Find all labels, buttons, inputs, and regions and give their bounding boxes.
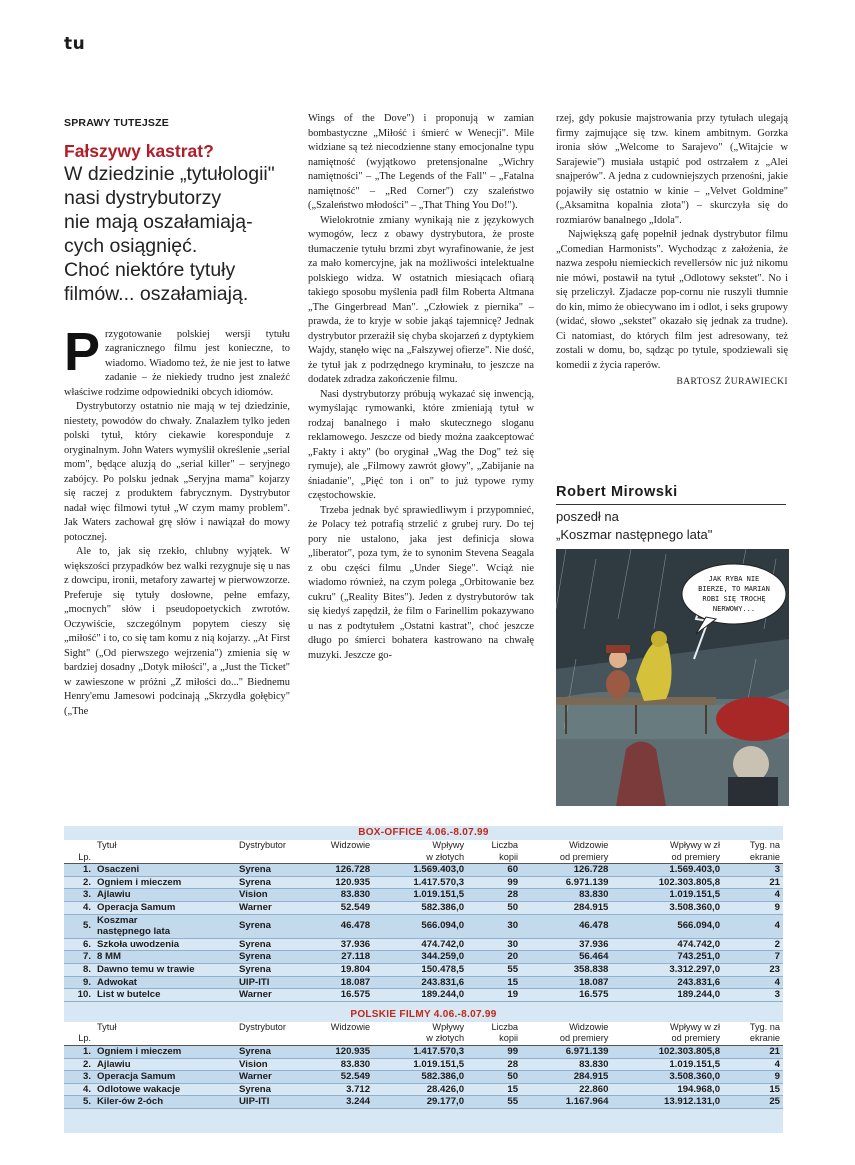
cell-distributor: Vision <box>236 889 298 902</box>
cell-revenue-premiere: 743.251,0 <box>611 951 723 964</box>
cell-revenue-premiere: 1.019.151,5 <box>611 1058 723 1071</box>
cell-revenue: 566.094,0 <box>373 914 467 938</box>
table-row <box>64 889 783 902</box>
cell-revenue-premiere: 3.508.360,0 <box>611 1071 723 1084</box>
article-paragraph <box>64 321 290 401</box>
cell-weeks: 4 <box>723 976 783 989</box>
cell-revenue-premiere: 3.508.360,0 <box>611 901 723 914</box>
table-row <box>64 951 783 964</box>
table-row <box>64 1045 783 1058</box>
cell-weeks: 9 <box>723 1071 783 1084</box>
cell-viewers-premiere: 284.915 <box>521 1071 611 1084</box>
cell-lp: 5. <box>64 1096 94 1109</box>
cartoon-illustration <box>556 549 789 806</box>
article-paragraph: Największą gafę popełnił jednak dystrybutor filmu „Comedian Harmonists". Wychodząc z założenia, że nazwa zespołu niemieckich revellersów nic już nikomu nie mówi, postawił na tytuł „Odlotowy sekstet". No i się przeliczył. Zjadacze pop-cornu nie ruszyli tłumnie do kin, mimo że obiecywano im i odlot, i seks grupowy (widać, słowo „sekstet" okazało się jednak za trudne). Ci natomiast, do których film jest adresowany, też zostali w domu, bo, sądząc po tytule, spodziewali się komedii z życia raperów. <box>556 229 788 371</box>
table-row <box>64 876 783 889</box>
cell-distributor: UIP-ITI <box>236 976 298 989</box>
col-header-revenue: Wpływy <box>373 840 467 852</box>
cell-copies: 55 <box>467 1096 521 1109</box>
cell-viewers: 19.804 <box>298 963 373 976</box>
paragraph-text: rzygotowanie polskiej wersji tytułu zagranicznego filmu jest konieczne, to wiadomo. Wiadomo też, że nie jest to łatwe zadanie – że niekiedy trudno jest znaleźć właściwe rodzime odpowiedniki obcych idiomów. <box>64 328 290 398</box>
cell-viewers-premiere: 358.838 <box>521 963 611 976</box>
cartoon-bubble-line: JAK RYBA NIE <box>708 575 760 583</box>
table-row <box>64 1096 783 1109</box>
cell-lp: 2. <box>64 1058 94 1071</box>
cell-viewers: 83.830 <box>298 1058 373 1071</box>
col-header-viewers-premiere-sub: od premiery <box>521 1033 611 1045</box>
cell-viewers-premiere: 6.971.139 <box>521 876 611 889</box>
cell-viewers: 18.087 <box>298 976 373 989</box>
cell-weeks: 4 <box>723 889 783 902</box>
cell-distributor: Syrena <box>236 938 298 951</box>
cartoon-bubble-line: NERWOWY... <box>712 605 756 613</box>
cell-viewers: 3.712 <box>298 1083 373 1096</box>
cell-weeks: 3 <box>723 864 783 877</box>
cell-viewers: 83.830 <box>298 889 373 902</box>
col-header-revenue-premiere: Wpływy w zł <box>611 1022 723 1034</box>
col-header-viewers-premiere: Widzowie <box>521 1022 611 1034</box>
cell-lp: 8. <box>64 963 94 976</box>
cell-viewers: 52.549 <box>298 1071 373 1084</box>
cell-distributor: UIP-ITI <box>236 1096 298 1109</box>
cell-viewers-premiere: 46.478 <box>521 914 611 938</box>
cartoon-drawing <box>556 549 789 806</box>
cell-title: Ajlawiu <box>94 889 236 902</box>
cell-title: Adwokat <box>94 976 236 989</box>
cell-distributor: Syrena <box>236 914 298 938</box>
cell-viewers-premiere: 284.915 <box>521 901 611 914</box>
table-row <box>64 1058 783 1071</box>
col-header-viewers: Widzowie <box>298 1022 373 1034</box>
cell-revenue: 582.386,0 <box>373 901 467 914</box>
cell-weeks: 4 <box>723 1058 783 1071</box>
cell-viewers: 120.935 <box>298 876 373 889</box>
article-kicker: SPRAWY TUTEJSZE <box>64 117 169 129</box>
cell-viewers-premiere: 16.575 <box>521 989 611 1002</box>
cell-lp: 6. <box>64 938 94 951</box>
cell-viewers: 37.936 <box>298 938 373 951</box>
col-header-lp: Lp. <box>64 1033 94 1045</box>
cell-revenue: 474.742,0 <box>373 938 467 951</box>
box-office-table <box>64 826 783 1002</box>
cell-distributor: Syrena <box>236 951 298 964</box>
cell-distributor: Syrena <box>236 963 298 976</box>
cell-lp: 3. <box>64 889 94 902</box>
cell-copies: 15 <box>467 1083 521 1096</box>
cell-lp: 10. <box>64 989 94 1002</box>
cell-lp: 4. <box>64 901 94 914</box>
cell-viewers-premiere: 83.830 <box>521 889 611 902</box>
table-title: POLSKIE FILMY 4.06.-8.07.99 <box>350 1008 497 1020</box>
cell-revenue-premiere: 474.742,0 <box>611 938 723 951</box>
cell-title: Ogniem i mieczem <box>94 876 236 889</box>
cell-viewers: 16.575 <box>298 989 373 1002</box>
cell-title: 8 MM <box>94 951 236 964</box>
col-header-copies-sub: kopii <box>467 852 521 864</box>
cell-lp: 5. <box>64 914 94 938</box>
cell-title: Szkoła uwodzenia <box>94 938 236 951</box>
table-row <box>64 963 783 976</box>
article-column-2 <box>308 112 534 663</box>
cell-revenue-premiere: 3.312.297,0 <box>611 963 723 976</box>
sidebar-name: Robert Mirowski <box>556 484 786 505</box>
col-header-revenue-premiere-sub: od premiery <box>611 852 723 864</box>
cell-revenue-premiere: 194.968,0 <box>611 1083 723 1096</box>
cell-revenue: 1.417.570,3 <box>373 1045 467 1058</box>
author-signature: BARTOSZ ŻURAWIECKI <box>676 377 788 387</box>
cell-viewers: 46.478 <box>298 914 373 938</box>
cell-revenue: 344.259,0 <box>373 951 467 964</box>
cell-lp: 1. <box>64 1045 94 1058</box>
col-header-copies: Liczba <box>467 840 521 852</box>
cell-title: Kiler-ów 2-óch <box>94 1096 236 1109</box>
cell-weeks: 3 <box>723 989 783 1002</box>
cell-revenue-premiere: 243.831,6 <box>611 976 723 989</box>
cell-distributor: Syrena <box>236 1045 298 1058</box>
cell-revenue-premiere: 13.912.131,0 <box>611 1096 723 1109</box>
article-paragraph: Nasi dystrybutorzy próbują wykazać się inwencją, wymyślając rymowanki, które zmieniają tytuł w rodzaj banalnego i mało skutecznego sloganu reklamowego. Jeszcze od biedy można zaakceptować „Fakty i akty" (bo oryginał „Wag the Dog" też się rymuje), ale „Filmowy zawrót głowy", „Zabijanie na śniadanie", „Pięć ton i on" to już typowe rymy częstochowskie. <box>308 388 534 501</box>
cell-copies: 28 <box>467 1058 521 1071</box>
cell-title: Osaczeni <box>94 864 236 877</box>
table-title: BOX-OFFICE 4.06.-8.07.99 <box>358 827 489 839</box>
cell-viewers-premiere: 1.167.964 <box>521 1096 611 1109</box>
cell-revenue-premiere: 1.019.151,5 <box>611 889 723 902</box>
table-row <box>64 938 783 951</box>
cell-copies: 19 <box>467 989 521 1002</box>
col-header-copies-sub: kopii <box>467 1033 521 1045</box>
table-row <box>64 1071 783 1084</box>
col-header-weeks-sub: ekranie <box>723 1033 783 1045</box>
cell-title: Koszmar następnego lata <box>94 914 236 938</box>
cell-copies: 28 <box>467 889 521 902</box>
polish-films-table <box>64 1008 783 1109</box>
cell-copies: 60 <box>467 864 521 877</box>
cell-lp: 1. <box>64 864 94 877</box>
cell-distributor: Vision <box>236 1058 298 1071</box>
cell-title: Dawno temu w trawie <box>94 963 236 976</box>
cell-revenue: 1.019.151,5 <box>373 1058 467 1071</box>
cell-weeks: 25 <box>723 1096 783 1109</box>
col-header-weeks: Tyg. na <box>723 840 783 852</box>
article-title: Fałszywy kastrat? <box>64 140 214 161</box>
article-column-3 <box>556 112 788 390</box>
cell-copies: 20 <box>467 951 521 964</box>
cell-lp: 9. <box>64 976 94 989</box>
table-row <box>64 1083 783 1096</box>
cell-revenue: 29.177,0 <box>373 1096 467 1109</box>
article-column-1 <box>64 112 290 719</box>
cell-title: List w butelce <box>94 989 236 1002</box>
table-row <box>64 989 783 1002</box>
col-header-revenue-sub: w złotych <box>373 852 467 864</box>
cell-revenue: 1.417.570,3 <box>373 876 467 889</box>
cell-copies: 15 <box>467 976 521 989</box>
col-header-distributor: Dystrybutor <box>236 1022 298 1034</box>
cell-revenue: 1.569.403,0 <box>373 864 467 877</box>
cell-copies: 30 <box>467 938 521 951</box>
cell-copies: 50 <box>467 901 521 914</box>
cell-distributor: Syrena <box>236 864 298 877</box>
lead-line: Choć niektóre tytuły <box>64 258 236 281</box>
cell-weeks: 7 <box>723 951 783 964</box>
col-header-revenue-sub: w złotych <box>373 1033 467 1045</box>
cell-revenue: 28.426,0 <box>373 1083 467 1096</box>
cell-distributor: Warner <box>236 989 298 1002</box>
article-paragraph: Wings of the Dove") i proponują w zamian bombastyczne „Miłość i śmierć w Wenecji". Mile widziane są też niecodzienne stany emocjonalne typu namiętność (wyjątkowo pretensjonalne „Wichry namiętności" – „The Legends of the Fall" – „Fatalna namiętność" – „Red Corner") czy szaleństwo („Szaleństwo młodości" – „That Thing You Do!"). <box>308 113 534 211</box>
table-row <box>64 914 783 938</box>
lead-line: nasi dystrybutorzy <box>64 186 222 209</box>
table-row <box>64 901 783 914</box>
lead-line: filmów... oszałamiają. <box>64 282 249 305</box>
col-header-title: Tytuł <box>94 1022 236 1034</box>
cell-viewers-premiere: 56.464 <box>521 951 611 964</box>
cell-title: Ajlawiu <box>94 1058 236 1071</box>
article-paragraph: Trzeba jednak być sprawiedliwym i przypomnieć, że Polacy też potrafią strzelić z grubej rury. Do tej pory nie ustalono, jaka jest definicja słowa „liberator", poza tym, że to synonim Stevena Seagala z obu części filmu „Under Siege". Wciąż nie wiadomo również, na czym polega „Orbitowanie bez cukru" („Reality Bites"). Jeden z dystrybutorów tak się kiedyś zapędził, że film o Farinellim pokazywano u nas z podtytułem „Ostatni kastrat", choć jeszcze długo po śmierci bohatera kastrowano na chwałę muzyki. Jeszcze go- <box>308 504 534 661</box>
cell-viewers-premiere: 126.728 <box>521 864 611 877</box>
cell-revenue-premiere: 102.303.805,8 <box>611 876 723 889</box>
col-header-copies: Liczba <box>467 1022 521 1034</box>
article-paragraph: Ale to, jak się rzekło, chlubny wyjątek. W większości przypadków bez walki rezygnuje się u nas z dowcipu, ironii, metafory zawartej w pierwowzorze. Preferuje się tytuły dosłowne, pełne emfazy, „mocnych" słów i pseudopoetyckich zwrotów. Oczywiście, szczególnym popytem cieszy się „miłość" i to, co się tam komu z nią kojarzy. „At First Sight" („Od pierwszego wejrzenia") zmienia się w bardziej dosadny „Dotyk miłości", a „Just the Ticket" w zawieszone w próżni „Z miłości do..." Biednemu Henry'emu Jamesowi podcinają „Skrzydła gołębicy" („The <box>64 546 290 717</box>
col-header-viewers: Widzowie <box>298 840 373 852</box>
cell-viewers: 126.728 <box>298 864 373 877</box>
article-lead <box>64 162 290 306</box>
col-header-revenue-premiere: Wpływy w zł <box>611 840 723 852</box>
table-row <box>64 864 783 877</box>
cell-viewers-premiere: 6.971.139 <box>521 1045 611 1058</box>
col-header-revenue-premiere-sub: od premiery <box>611 1033 723 1045</box>
section-mark: tu <box>64 34 86 54</box>
cell-weeks: 9 <box>723 901 783 914</box>
cell-revenue: 150.478,5 <box>373 963 467 976</box>
cell-copies: 55 <box>467 963 521 976</box>
col-header-viewers-premiere: Widzowie <box>521 840 611 852</box>
cell-copies: 50 <box>467 1071 521 1084</box>
col-header-title: Tytuł <box>94 840 236 852</box>
lead-line: cych osiągnięć. <box>64 234 198 257</box>
cell-revenue: 582.386,0 <box>373 1071 467 1084</box>
cell-title: Odlotowe wakacje <box>94 1083 236 1096</box>
col-header-weeks: Tyg. na <box>723 1022 783 1034</box>
cell-title: Operacja Samum <box>94 1071 236 1084</box>
cell-weeks: 4 <box>723 914 783 938</box>
cartoon-bubble-line: BIERZE, TO MARIAN <box>698 585 770 593</box>
lead-line: W dziedzinie „tytułologii" <box>64 162 275 185</box>
cell-revenue-premiere: 1.569.403,0 <box>611 864 723 877</box>
cell-revenue: 189.244,0 <box>373 989 467 1002</box>
cell-weeks: 21 <box>723 1045 783 1058</box>
cell-viewers-premiere: 22.860 <box>521 1083 611 1096</box>
cell-revenue: 243.831,6 <box>373 976 467 989</box>
cell-viewers-premiere: 18.087 <box>521 976 611 989</box>
article-paragraph: Dystrybutorzy ostatnio nie mają w tej dziedzinie, niestety, powodów do chwały. Znalazłem tylko jeden polski tytuł, który ciekawie koresponduje z oryginalnym. John Waters wymyślił określenie „serial mom", będące aluzją do „serial killer" – seryjnego zabójcy. Po polsku jednak „Seryjna mama" kojarzy się raczej z produktem fabrycznym. Dystrybutor nadał więc filmowi tytuł „W czym mamy problem". Jak Waters zachował grę słów i nawiązał do mowy potocznej. <box>64 401 290 543</box>
cell-lp: 4. <box>64 1083 94 1096</box>
cell-title: Operacja Samum <box>94 901 236 914</box>
cell-title: Ogniem i mieczem <box>94 1045 236 1058</box>
sidebar-caption-line: „Koszmar następnego lata" <box>556 527 713 542</box>
cell-viewers-premiere: 83.830 <box>521 1058 611 1071</box>
cell-viewers: 120.935 <box>298 1045 373 1058</box>
cell-weeks: 15 <box>723 1083 783 1096</box>
cell-revenue: 1.019.151,5 <box>373 889 467 902</box>
cell-copies: 30 <box>467 914 521 938</box>
box-office-tables <box>64 826 783 1133</box>
cell-weeks: 23 <box>723 963 783 976</box>
cell-lp: 7. <box>64 951 94 964</box>
cell-lp: 2. <box>64 876 94 889</box>
cell-revenue-premiere: 566.094,0 <box>611 914 723 938</box>
drop-cap: P <box>64 321 101 382</box>
cell-distributor: Warner <box>236 1071 298 1084</box>
col-header-lp: Lp. <box>64 852 94 864</box>
cell-copies: 99 <box>467 876 521 889</box>
cell-weeks: 21 <box>723 876 783 889</box>
col-header-distributor: Dystrybutor <box>236 840 298 852</box>
cell-lp: 3. <box>64 1071 94 1084</box>
cell-viewers: 27.118 <box>298 951 373 964</box>
lead-line: nie mają oszałamiają- <box>64 210 253 233</box>
table-row <box>64 976 783 989</box>
cell-copies: 99 <box>467 1045 521 1058</box>
sidebar-caption <box>556 508 786 544</box>
col-header-viewers-premiere-sub: od premiery <box>521 852 611 864</box>
cell-revenue-premiere: 102.303.805,8 <box>611 1045 723 1058</box>
cell-distributor: Syrena <box>236 1083 298 1096</box>
cell-revenue-premiere: 189.244,0 <box>611 989 723 1002</box>
sidebar-caption-line: poszedł na <box>556 509 619 524</box>
article-paragraph: Wielokrotnie zmiany wynikają nie z językowych wymogów, lecz z obawy dystrybutora, że proste tłumaczenie tytułu brzmi zbyt wyrafinowanie, że jest za mało komercyjne, jak na możliwości intelektualne polskiego widza. W ostatnich miesiącach ofiarą takiego sposobu myślenia padł film Roberta Altmana „The Gingerbread Man". „Człowiek z piernika" – prawda, że to kryje w sobie jakąś tajemnicę? Jednak dystrybutor przerażił się chyba skojarzeń z dyptykiem Wajdy, stanęło więc na „Fałszywej ofierze". Nie dość, że tytuł jak z podrzędnego kryminału, to jeszcze na dodatek zdradza zakończenie filmu. <box>308 214 534 385</box>
cell-viewers: 3.244 <box>298 1096 373 1109</box>
cell-viewers-premiere: 37.936 <box>521 938 611 951</box>
article-paragraph: rzej, gdy pokusie majstrowania przy tytułach ulegają firmy zajmujące się tzw. kinem ambitnym. Gorzka ironia słów „Welcome to Sarajevo" („Witajcie w Sarajewie") musiała ustąpić pod ostrzałem z „Alei snajperów". A jedna z cudowniejszych przenośni, jakie pojawiły się ostatnio w kinie – „Velvet Goldmine" („Aksamitna kopalnia złota") – skurczyła się do rozmiarów banalnego „Idola". <box>556 113 788 226</box>
col-header-weeks-sub: ekranie <box>723 852 783 864</box>
cell-weeks: 2 <box>723 938 783 951</box>
cell-viewers: 52.549 <box>298 901 373 914</box>
cell-distributor: Warner <box>236 901 298 914</box>
cartoon-bubble-line: ROBI SIĘ TROCHĘ <box>702 595 766 603</box>
cell-distributor: Syrena <box>236 876 298 889</box>
col-header-revenue: Wpływy <box>373 1022 467 1034</box>
